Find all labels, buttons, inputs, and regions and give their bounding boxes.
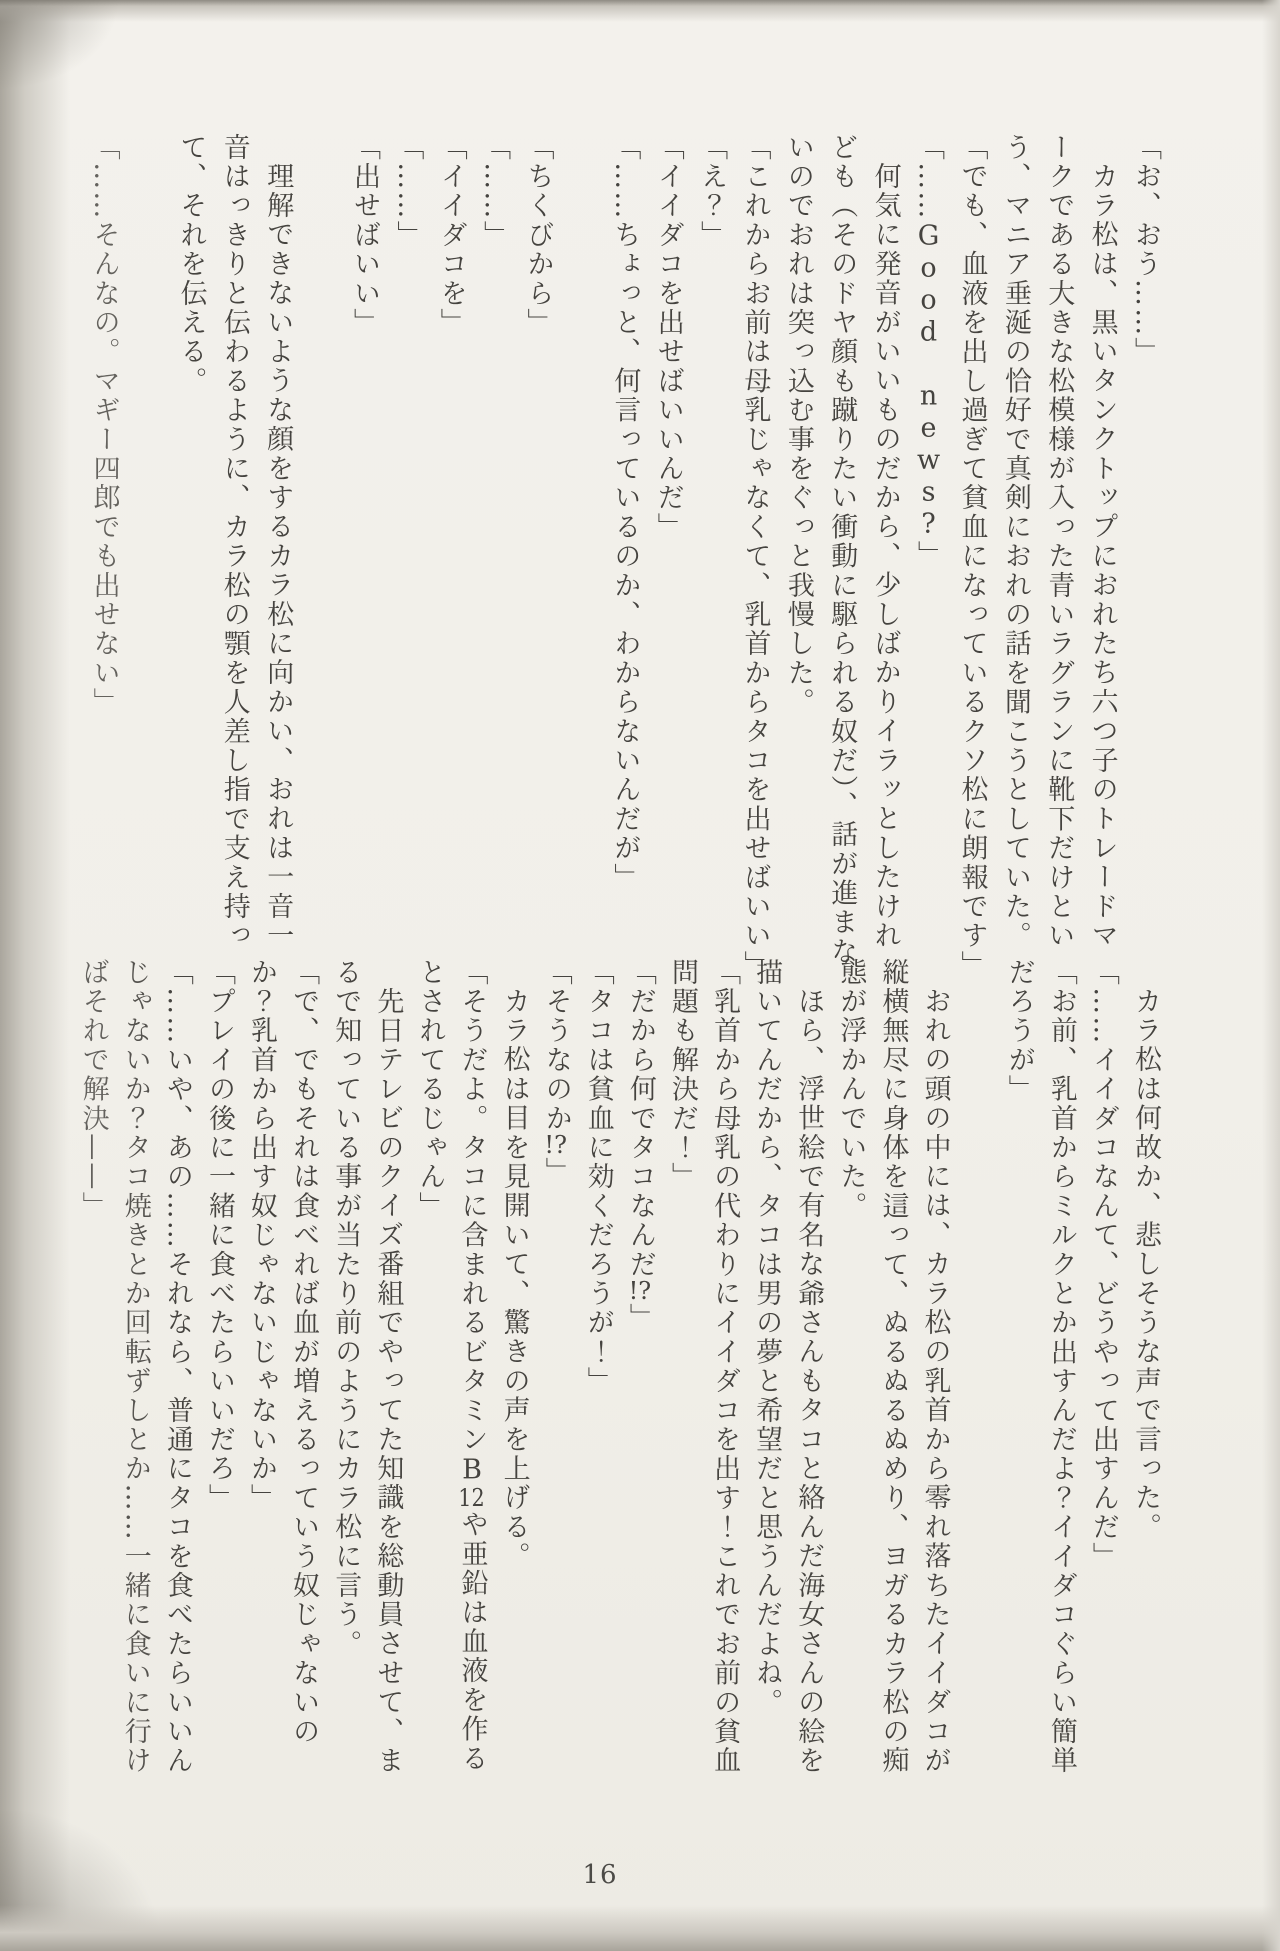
text-column: おれの頭の中には、カラ松の乳首から零れ落ちたイイダコが bbox=[919, 987, 951, 1776]
text-column: 問題も解決だ！」 bbox=[666, 958, 698, 1192]
text-column: いのでおれは突っ込む事をぐっと我慢した。 bbox=[782, 133, 814, 717]
text-column: 「……いや、あの……それなら、普通にタコを食べたらいいん bbox=[161, 958, 193, 1776]
text-column: 態が浮かんでいた。 bbox=[835, 958, 867, 1221]
text-column: 描いてんだから、タコは男の夢と希望だと思うんだよね。 bbox=[751, 958, 783, 1718]
text-column: 理解できないような顔をするカラ松に向かい、おれは一音一 bbox=[262, 162, 294, 951]
text-column: 縦横無尽に身体を這って、ぬるぬるぬめり、ヨガるカラ松の痴 bbox=[877, 958, 909, 1776]
text-column: ークである大きな松模様が入った青いラグランに靴下だけとい bbox=[1043, 133, 1075, 951]
text-column: るで知っている事が当たり前のようにカラ松に言う。 bbox=[330, 958, 362, 1659]
text-column: 「だから何でタコなんだ!?」 bbox=[624, 958, 656, 1333]
text-column: 「乳首から母乳の代わりにイイダコを出す！これでお前の貧血 bbox=[709, 958, 741, 1776]
text-column: 「……そんなの。マギー四郎でも出せない」 bbox=[88, 133, 120, 717]
text-column: じゃないか？タコ焼きとか回転ずしとか……一緒に食いに行け bbox=[119, 958, 151, 1776]
text-column: とされてるじゃん」 bbox=[414, 958, 446, 1221]
text-column: 「……Good news?」 bbox=[913, 133, 945, 570]
scan-shadow-left bbox=[0, 0, 70, 1951]
scan-shadow-right bbox=[1262, 0, 1280, 1951]
text-column: 「出せばいい」 bbox=[348, 133, 380, 338]
lower-text-block bbox=[65, 958, 1159, 1838]
scan-shadow-bottom bbox=[0, 1905, 1280, 1951]
text-column: ほら、浮世絵で有名な爺さんもタコと絡んだ海女さんの絵を bbox=[793, 987, 825, 1776]
text-column: て、それを伝える。 bbox=[175, 133, 207, 396]
text-column: 「でも、血液を出し過ぎて貧血になっているクソ松に朗報です」 bbox=[956, 133, 988, 980]
text-column: 「……イイダコなんて、どうやって出すんだ」 bbox=[1087, 958, 1119, 1572]
text-column: カラ松は、黒いタンクトップにおれたち六つ子のトレードマ bbox=[1086, 162, 1118, 951]
page-number: 16 bbox=[582, 1860, 618, 1890]
text-column: 「イイダコを出せばいいんだ」 bbox=[652, 133, 684, 542]
text-column: 「プレイの後に一緒に食べたらいいだろ」 bbox=[203, 958, 235, 1513]
blank-column bbox=[552, 133, 595, 143]
text-column: だろうが」 bbox=[1003, 958, 1035, 1104]
text-column: 音はっきりと伝わるように、カラ松の顎を人差し指で支え持っ bbox=[218, 133, 250, 951]
text-column: 先日テレビのクイズ番組でやってた知識を総動員させて、ま bbox=[372, 987, 404, 1776]
blank-column bbox=[949, 958, 991, 968]
text-column: ども（そのドヤ顔も蹴りたい衝動に駆られる奴だ）、話が進まな bbox=[826, 133, 858, 967]
blank-column bbox=[118, 133, 161, 143]
text-column: 「これからお前は母乳じゃなくて、乳首からタコを出せばいい」 bbox=[739, 133, 771, 980]
text-column: 「そうだよ。タコに含まれるビタミンB12や亜鉛は血液を作る bbox=[456, 958, 488, 1774]
scan-shadow-top bbox=[0, 0, 1280, 22]
blank-column bbox=[291, 133, 334, 143]
text-column: 「……」 bbox=[392, 133, 424, 250]
text-column: ばそれで解決——」 bbox=[77, 958, 109, 1221]
text-column: 「……ちょっと、何言っているのか、わからないんだが」 bbox=[609, 133, 641, 893]
text-column: う、マニア垂涎の恰好で真剣におれの話を聞こうとしていた。 bbox=[999, 133, 1031, 951]
upper-text-block bbox=[74, 133, 1159, 978]
text-column: 「で、でもそれは食べれば血が増えるっていう奴じゃないの bbox=[288, 958, 320, 1747]
text-column: 「そうなのか!?」 bbox=[540, 958, 572, 1187]
text-column: 「タコは貧血に効くだろうが！」 bbox=[582, 958, 614, 1396]
text-column: カラ松は何故か、悲しそうな声で言った。 bbox=[1130, 987, 1161, 1542]
scan-shadow-top-left-corner bbox=[0, 0, 120, 90]
text-column: 「イイダコを」 bbox=[435, 133, 467, 338]
text-column: 何気に発音がいいものだから、少しばかりイラッとしたけれ bbox=[869, 162, 901, 951]
text-column: 「お前、乳首からミルクとか出すんだよ？イイダコぐらい簡単 bbox=[1045, 958, 1077, 1776]
text-column: 「お、おう……」 bbox=[1130, 133, 1161, 367]
text-column: 「……」 bbox=[479, 133, 511, 250]
text-column: か？乳首から出す奴じゃないじゃないか」 bbox=[246, 958, 278, 1513]
text-column: 「え？」 bbox=[696, 133, 728, 250]
text-column: カラ松は目を見開いて、驚きの声を上げる。 bbox=[498, 987, 530, 1571]
text-column: 「ちくびから」 bbox=[522, 133, 554, 338]
